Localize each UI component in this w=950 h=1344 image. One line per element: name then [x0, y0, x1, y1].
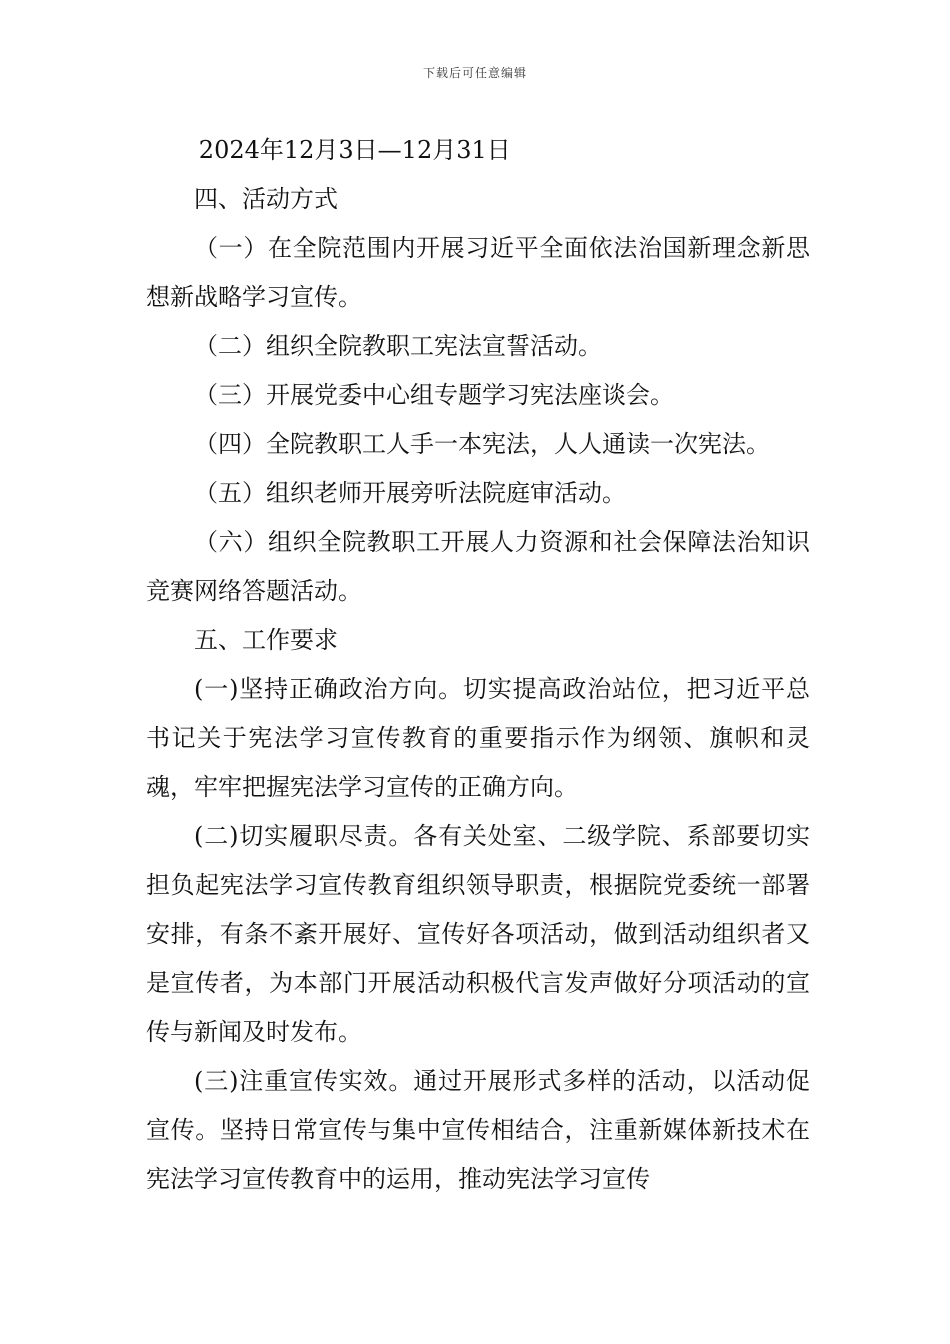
activity-item-6: （六）组织全院教职工开展人力资源和社会保障法治知识竞赛网络答题活动。 [146, 528, 810, 605]
requirement-item-1: (一)坚持正确政治方向。切实提高政治站位，把习近平总书记关于宪法学习宣传教育的重要指示作为纲领、旗帜和灵魂，牢牢把握宪法学习宣传的正确方向。 [146, 675, 810, 801]
requirement-item-2: (二)切实履职尽责。各有关处室、二级学院、系部要切实担负起宪法学习宣传教育组织领导职责，根据院党委统一部署安排，有条不紊开展好、宣传好各项活动，做到活动组织者又是宣传者，为本部门开展活动积极代言发声做好分项活动的宣传与新闻及时发布。 [146, 822, 810, 1046]
document-body [146, 126, 810, 1204]
activity-item-3: （三）开展党委中心组专题学习宪法座谈会。 [194, 381, 674, 409]
section-heading-work-requirements: 五、工作要求 [194, 626, 338, 654]
page-header: 下载后可任意编辑 [422, 66, 527, 80]
activity-item-5: （五）组织老师开展旁听法院庭审活动。 [194, 479, 626, 507]
section-heading-activity-methods: 四、活动方式 [194, 185, 338, 213]
activity-item-1: （一）在全院范围内开展习近平全面依法治国新理念新思想新战略学习宣传。 [146, 234, 810, 311]
requirement-item-3: (三)注重宣传实效。通过开展形式多样的活动，以活动促宣传。坚持日常宣传与集中宣传相结合，注重新媒体新技术在宪法学习宣传教育中的运用，推动宪法学习宣传 [146, 1067, 810, 1193]
activity-item-4: （四）全院教职工人手一本宪法，人人通读一次宪法。 [194, 430, 770, 458]
date-range-line: 2024年12月3日—12月31日 [198, 136, 511, 164]
activity-item-2: （二）组织全院教职工宪法宣誓活动。 [194, 332, 602, 360]
